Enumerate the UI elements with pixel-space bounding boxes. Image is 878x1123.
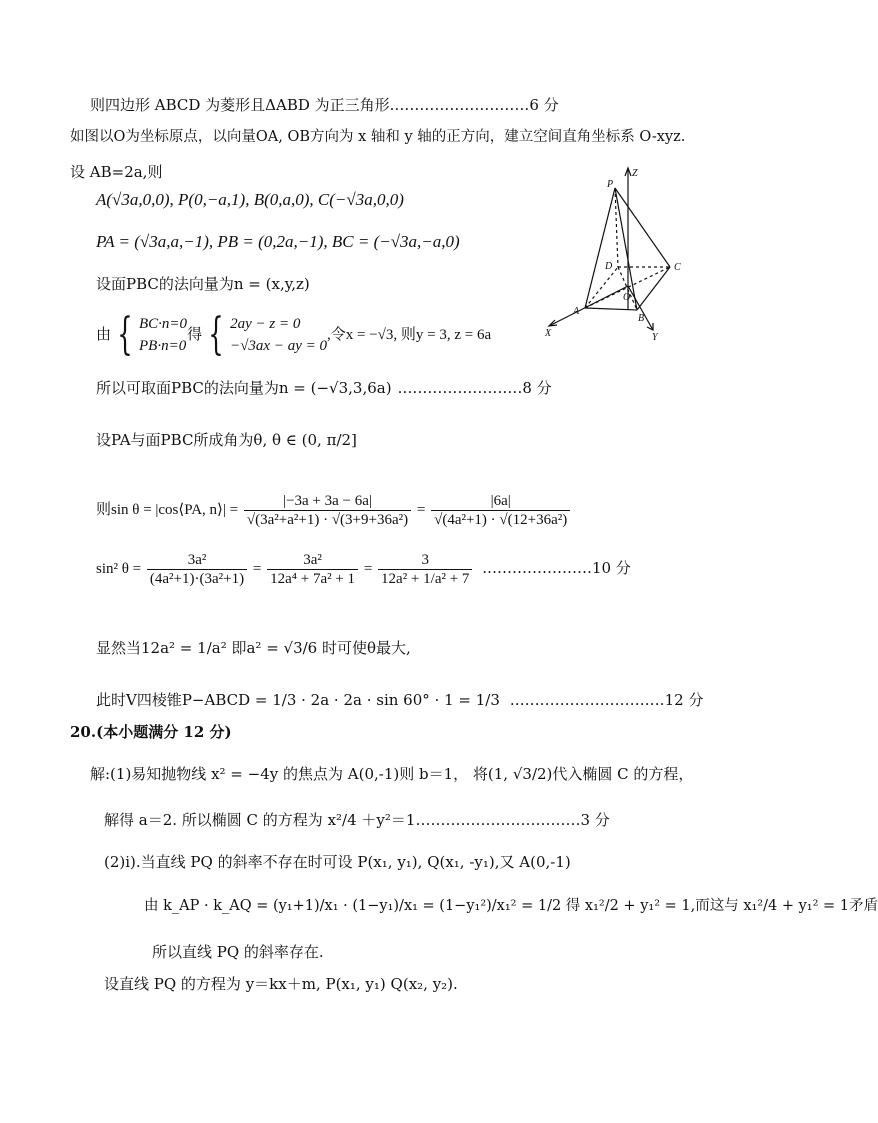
fraction-2-den: √(4a²+1) · √(12+36a²) bbox=[434, 512, 568, 529]
pyramid-figure bbox=[535, 160, 705, 343]
score-8: .……………………8 分 bbox=[397, 379, 552, 397]
fraction-5 bbox=[378, 551, 472, 588]
text-line-system bbox=[96, 309, 492, 360]
text-line-sin-theta: 则sin θ = |cos⟨PA, n⟩| = $\frac{|-3a + 3a - 6a|}{\text{√(3a²+a²+1) · √(3+9+36a²)}}$ = $\frac{|6a|}{\text{√(4a²+1) · √(12+36a²)}}$ bbox=[96, 490, 572, 530]
system-row-1: BC·n=0 bbox=[139, 316, 188, 332]
left-brace-2: { bbox=[208, 309, 224, 360]
fraction-1-num: |−3a + 3a − 6a| bbox=[244, 492, 411, 511]
system-result: ,令x = −√3, 则y = 3, z = 6a bbox=[327, 327, 492, 343]
fraction-4-den: 12a⁴ + 7a² + 1 bbox=[270, 571, 356, 588]
label-a: A bbox=[573, 306, 580, 317]
text-line-coordinate-system: 如图以O为坐标原点，以向量OA, OB方向为 x 轴和 y 轴的正方向，建立空间直角坐标系 O-xyz. bbox=[70, 129, 686, 145]
label-b: B bbox=[638, 313, 645, 324]
edge-ab bbox=[585, 308, 637, 310]
text-line-kap-kaq: 由 k_AP · k_AQ = (y₁+1)/x₁ · (1−y₁)/x₁ = (1−y₁²)/x₁² = 1/2 得 x₁²/2 + y₁² = 1,而这与 x₁²/4 + y₁² = 1矛盾 bbox=[144, 898, 878, 914]
text-line-points: A(√3a,0,0), P(0,−a,1), B(0,a,0), C(−√3a,0,0) bbox=[96, 190, 404, 209]
label-y: Y bbox=[652, 332, 658, 343]
edge-bc bbox=[637, 267, 670, 310]
system-row-3: 2ay − z = 0 bbox=[230, 316, 301, 332]
edge-pa bbox=[585, 188, 615, 308]
system-row-4: −√3ax − ay = 0 bbox=[230, 338, 327, 354]
fraction-3 bbox=[147, 551, 247, 588]
label-p: P bbox=[607, 179, 614, 190]
text-line-quad-rhombus: 则四边形 ABCD 为菱形且ΔABD 为正三角形.………………………6 分 bbox=[90, 96, 559, 114]
fraction-4-num: 3a² bbox=[267, 551, 358, 570]
text-line-volume bbox=[96, 690, 704, 710]
text-line-slope-case: (2)i).当直线 PQ 的斜率不存在时可设 P(x₁, y₁), Q(x₁, -y₁),又 A(0,-1) bbox=[104, 853, 571, 871]
label-o: O bbox=[623, 292, 631, 303]
fraction-5-den: 12a² + 1/a² + 7 bbox=[381, 571, 470, 588]
question-20-heading: 20.(本小题满分 12 分) bbox=[70, 723, 232, 741]
label-d: D bbox=[605, 261, 613, 272]
score-10: .…………………10 分 bbox=[482, 559, 631, 577]
score-12: .…………………………12 分 bbox=[509, 691, 704, 709]
normal-result-text: 所以可取面PBC的法向量为n = (−√3,3,6a) bbox=[96, 379, 392, 397]
volume-text: 此时V四棱锥P−ABCD = 1/3 · 2a · 2a · sin 60° · 1 = 1/3 bbox=[96, 691, 500, 709]
system-equations bbox=[230, 313, 327, 357]
text-line-normal-result bbox=[96, 378, 552, 398]
fraction-2-num: |6a| bbox=[431, 492, 570, 511]
text-line-slope-exists: 所以直线 PQ 的斜率存在. bbox=[152, 943, 324, 961]
text-line-sin2-theta: sin² θ = $\frac{\text{3a²}}{\text{(4a²+1)·(3a²+1)}}$ = $\frac{\text{3a²}}{\text{12a⁴ + 7a² + 1}}$ = $\frac{3}{\text{12a² + 1/a² + 7}}$ .…………………10 分 bbox=[96, 552, 631, 588]
system-row-2: PB·n=0 bbox=[139, 338, 187, 354]
system-conditions bbox=[139, 313, 187, 357]
fraction-3-num: 3a² bbox=[147, 551, 247, 570]
fraction-4 bbox=[267, 551, 358, 588]
fraction-3-den: (4a²+1)·(3a²+1) bbox=[149, 571, 245, 588]
text-line-angle: 设PA与面PBC所成角为θ, θ ∈ (0, π/2] bbox=[96, 431, 357, 449]
sin-theta-lhs: 则sin θ = |cos⟨PA, n⟩| = bbox=[96, 502, 239, 518]
edge-pc bbox=[615, 188, 670, 267]
label-c: C bbox=[674, 262, 681, 273]
text-line-max-condition: 显然当12a² = 1/a² 即a² = √3/6 时可使θ最大, bbox=[96, 639, 411, 657]
text-line-parabola: 解:(1)易知抛物线 x² = −4y 的焦点为 A(0,-1)则 b＝1， 将(1, √3/2)代入椭圆 C 的方程， bbox=[90, 765, 694, 783]
text-line-normal-vector: 设面PBC的法向量为n = (x,y,z) bbox=[96, 275, 310, 293]
fraction-5-num: 3 bbox=[378, 551, 472, 570]
left-brace: { bbox=[117, 309, 133, 360]
label-x: X bbox=[545, 328, 552, 339]
system-you: 由 bbox=[96, 325, 112, 343]
sin2-lhs: sin² θ = bbox=[96, 561, 142, 577]
text-line-line-pq: 设直线 PQ 的方程为 y＝kx＋m, P(x₁, y₁) Q(x₂, y₂). bbox=[104, 975, 458, 993]
fraction-1-den: √(3a²+a²+1) · √(3+9+36a²) bbox=[246, 512, 409, 529]
text-line-vectors: PA = (√3a,a,−1), PB = (0,2a,−1), BC = (−√3a,−a,0) bbox=[96, 232, 460, 251]
text-line-set-ab: 设 AB=2a,则 bbox=[70, 163, 163, 181]
label-z: Z bbox=[632, 168, 638, 179]
system-de: 得 bbox=[187, 325, 203, 343]
fraction-2 bbox=[431, 492, 570, 529]
fraction-1 bbox=[244, 492, 411, 529]
text-line-ellipse: 解得 a＝2. 所以椭圆 C 的方程为 x²/4 ＋y²＝1……………………………3 分 bbox=[104, 811, 610, 829]
